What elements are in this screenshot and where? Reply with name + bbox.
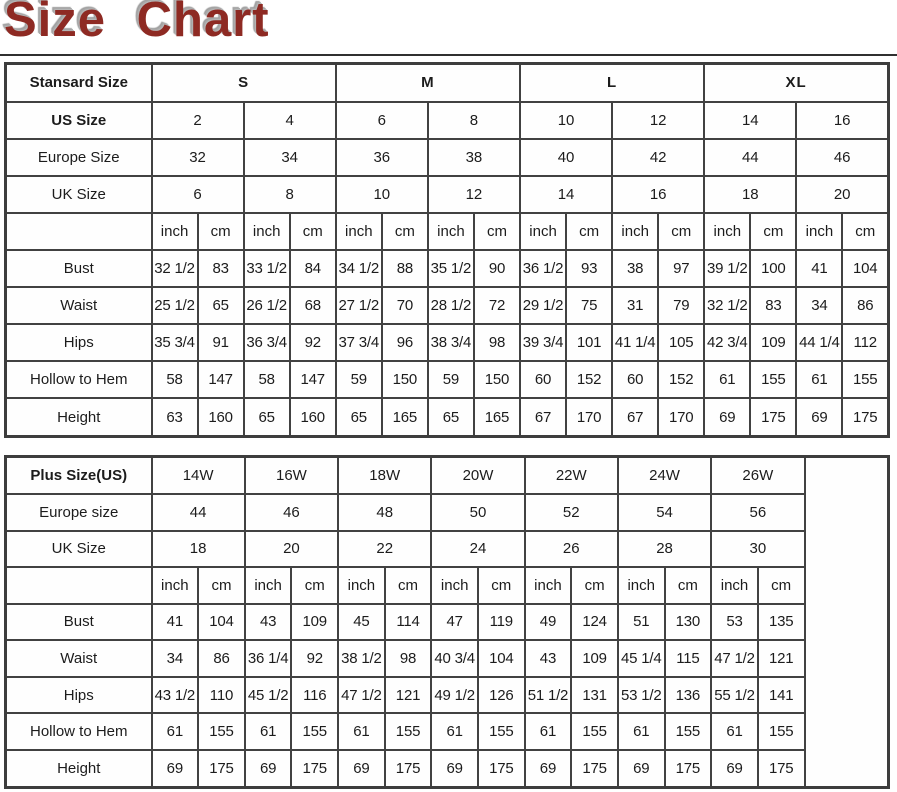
measure-cell: 44 1/4 bbox=[796, 324, 842, 361]
measure-cell: 121 bbox=[758, 640, 805, 677]
row-label: Waist bbox=[6, 640, 152, 677]
measure-cell: 65 bbox=[428, 398, 474, 436]
unit-cell: inch bbox=[152, 213, 198, 250]
row-label: Height bbox=[6, 750, 152, 788]
measure-cell: 38 3/4 bbox=[428, 324, 474, 361]
measure-cell: 114 bbox=[385, 604, 432, 641]
size-cell: 20 bbox=[796, 176, 888, 213]
measure-cell: 45 bbox=[338, 604, 385, 641]
measure-cell: 152 bbox=[658, 361, 704, 398]
unit-cell: cm bbox=[474, 213, 520, 250]
measure-cell: 152 bbox=[566, 361, 612, 398]
measure-cell: 155 bbox=[198, 713, 245, 750]
size-group-header: 16W bbox=[245, 457, 338, 495]
measure-cell: 49 1/2 bbox=[431, 677, 478, 714]
unit-cell: cm bbox=[665, 567, 712, 604]
measure-cell: 69 bbox=[711, 750, 758, 788]
measure-cell: 70 bbox=[382, 287, 428, 324]
size-cell: 38 bbox=[428, 139, 520, 176]
row-label: Hips bbox=[6, 324, 152, 361]
size-cell: 6 bbox=[152, 176, 244, 213]
measure-cell: 90 bbox=[474, 250, 520, 287]
measure-cell: 51 bbox=[618, 604, 665, 641]
size-group-header: S bbox=[152, 64, 336, 102]
measure-cell: 150 bbox=[474, 361, 520, 398]
row-label: Height bbox=[6, 398, 152, 436]
size-cell: 10 bbox=[336, 176, 428, 213]
measure-cell: 141 bbox=[758, 677, 805, 714]
size-cell: 24 bbox=[431, 531, 524, 568]
measure-cell: 34 1/2 bbox=[336, 250, 382, 287]
measure-cell: 79 bbox=[658, 287, 704, 324]
measure-cell: 126 bbox=[478, 677, 525, 714]
measure-cell: 109 bbox=[750, 324, 796, 361]
unit-cell: cm bbox=[382, 213, 428, 250]
measure-cell: 83 bbox=[750, 287, 796, 324]
size-cell: 46 bbox=[796, 139, 888, 176]
measure-cell: 69 bbox=[618, 750, 665, 788]
size-cell: 22 bbox=[338, 531, 431, 568]
size-group-header: 14W bbox=[152, 457, 245, 495]
size-cell: 48 bbox=[338, 494, 431, 531]
measure-cell: 98 bbox=[385, 640, 432, 677]
measure-cell: 65 bbox=[198, 287, 244, 324]
measure-cell: 61 bbox=[618, 713, 665, 750]
unit-cell: cm bbox=[842, 213, 888, 250]
unit-cell: inch bbox=[525, 567, 572, 604]
size-group-header: 20W bbox=[431, 457, 524, 495]
page-title: Size Chart bbox=[4, 0, 270, 47]
measure-cell: 165 bbox=[474, 398, 520, 436]
measure-cell: 58 bbox=[244, 361, 290, 398]
measure-cell: 68 bbox=[290, 287, 336, 324]
size-cell: 16 bbox=[796, 102, 888, 139]
row-label: Waist bbox=[6, 287, 152, 324]
row-label: US Size bbox=[6, 102, 152, 139]
plus-size-table bbox=[4, 455, 890, 789]
size-group-header: 22W bbox=[525, 457, 618, 495]
measure-cell: 91 bbox=[198, 324, 244, 361]
measure-cell: 101 bbox=[566, 324, 612, 361]
size-cell: 54 bbox=[618, 494, 711, 531]
measure-cell: 175 bbox=[385, 750, 432, 788]
measure-cell: 175 bbox=[478, 750, 525, 788]
measure-cell: 136 bbox=[665, 677, 712, 714]
measure-cell: 88 bbox=[382, 250, 428, 287]
measure-cell: 53 bbox=[711, 604, 758, 641]
measure-cell: 155 bbox=[758, 713, 805, 750]
unit-cell: inch bbox=[711, 567, 758, 604]
measure-cell: 65 bbox=[336, 398, 382, 436]
unit-cell: cm bbox=[290, 213, 336, 250]
size-cell: 8 bbox=[428, 102, 520, 139]
size-group-header: 24W bbox=[618, 457, 711, 495]
measure-cell: 39 3/4 bbox=[520, 324, 566, 361]
measure-cell: 42 3/4 bbox=[704, 324, 750, 361]
measure-cell: 155 bbox=[478, 713, 525, 750]
measure-cell: 112 bbox=[842, 324, 888, 361]
measure-cell: 92 bbox=[291, 640, 338, 677]
size-cell: 36 bbox=[336, 139, 428, 176]
measure-cell: 75 bbox=[566, 287, 612, 324]
measure-cell: 170 bbox=[658, 398, 704, 436]
unit-cell: cm bbox=[758, 567, 805, 604]
measure-cell: 175 bbox=[198, 750, 245, 788]
measure-cell: 69 bbox=[704, 398, 750, 436]
measure-cell: 155 bbox=[842, 361, 888, 398]
size-group-header: M bbox=[336, 64, 520, 102]
measure-cell: 29 1/2 bbox=[520, 287, 566, 324]
measure-cell: 175 bbox=[665, 750, 712, 788]
size-cell: 2 bbox=[152, 102, 244, 139]
measure-cell: 155 bbox=[291, 713, 338, 750]
measure-cell: 100 bbox=[750, 250, 796, 287]
measure-cell: 135 bbox=[758, 604, 805, 641]
size-cell: 4 bbox=[244, 102, 336, 139]
unit-cell: cm bbox=[658, 213, 704, 250]
row-label bbox=[6, 213, 152, 250]
measure-cell: 41 bbox=[796, 250, 842, 287]
size-cell: 46 bbox=[245, 494, 338, 531]
corner-label: Stansard Size bbox=[6, 64, 152, 102]
size-cell: 34 bbox=[244, 139, 336, 176]
unit-cell: inch bbox=[612, 213, 658, 250]
measure-cell: 175 bbox=[571, 750, 618, 788]
measure-cell: 43 bbox=[525, 640, 572, 677]
measure-cell: 37 3/4 bbox=[336, 324, 382, 361]
measure-cell: 32 1/2 bbox=[152, 250, 198, 287]
size-cell: 14 bbox=[520, 176, 612, 213]
measure-cell: 40 3/4 bbox=[431, 640, 478, 677]
measure-cell: 34 bbox=[152, 640, 199, 677]
size-group-header: 26W bbox=[711, 457, 804, 495]
measure-cell: 147 bbox=[198, 361, 244, 398]
measure-cell: 60 bbox=[612, 361, 658, 398]
measure-cell: 175 bbox=[758, 750, 805, 788]
measure-cell: 69 bbox=[796, 398, 842, 436]
measure-cell: 41 1/4 bbox=[612, 324, 658, 361]
measure-cell: 96 bbox=[382, 324, 428, 361]
measure-cell: 49 bbox=[525, 604, 572, 641]
measure-cell: 32 1/2 bbox=[704, 287, 750, 324]
measure-cell: 34 bbox=[796, 287, 842, 324]
empty-cell bbox=[805, 457, 889, 788]
measure-cell: 109 bbox=[291, 604, 338, 641]
unit-cell: inch bbox=[152, 567, 199, 604]
measure-cell: 35 3/4 bbox=[152, 324, 198, 361]
measure-cell: 51 1/2 bbox=[525, 677, 572, 714]
row-label: Bust bbox=[6, 250, 152, 287]
unit-cell: cm bbox=[478, 567, 525, 604]
unit-cell: cm bbox=[291, 567, 338, 604]
measure-cell: 43 bbox=[245, 604, 292, 641]
measure-cell: 61 bbox=[704, 361, 750, 398]
measure-cell: 69 bbox=[245, 750, 292, 788]
measure-cell: 61 bbox=[711, 713, 758, 750]
measure-cell: 61 bbox=[796, 361, 842, 398]
unit-cell: cm bbox=[198, 213, 244, 250]
row-label: Hollow to Hem bbox=[6, 713, 152, 750]
measure-cell: 155 bbox=[385, 713, 432, 750]
measure-cell: 41 bbox=[152, 604, 199, 641]
measure-cell: 69 bbox=[152, 750, 199, 788]
measure-cell: 175 bbox=[291, 750, 338, 788]
size-group-header: XL bbox=[704, 64, 888, 102]
measure-cell: 104 bbox=[478, 640, 525, 677]
measure-cell: 175 bbox=[842, 398, 888, 436]
unit-cell: cm bbox=[566, 213, 612, 250]
measure-cell: 38 1/2 bbox=[338, 640, 385, 677]
unit-cell: inch bbox=[704, 213, 750, 250]
measure-cell: 69 bbox=[431, 750, 478, 788]
size-cell: 56 bbox=[711, 494, 804, 531]
measure-cell: 61 bbox=[525, 713, 572, 750]
size-cell: 28 bbox=[618, 531, 711, 568]
measure-cell: 28 1/2 bbox=[428, 287, 474, 324]
unit-cell: inch bbox=[520, 213, 566, 250]
unit-cell: inch bbox=[618, 567, 665, 604]
measure-cell: 104 bbox=[842, 250, 888, 287]
measure-cell: 61 bbox=[431, 713, 478, 750]
standard-size-table bbox=[4, 62, 890, 438]
size-cell: 32 bbox=[152, 139, 244, 176]
measure-cell: 97 bbox=[658, 250, 704, 287]
measure-cell: 160 bbox=[290, 398, 336, 436]
measure-cell: 105 bbox=[658, 324, 704, 361]
measure-cell: 175 bbox=[750, 398, 796, 436]
size-group-header: L bbox=[520, 64, 704, 102]
size-group-header: 18W bbox=[338, 457, 431, 495]
measure-cell: 38 bbox=[612, 250, 658, 287]
measure-cell: 84 bbox=[290, 250, 336, 287]
row-label: UK Size bbox=[6, 176, 152, 213]
measure-cell: 55 1/2 bbox=[711, 677, 758, 714]
size-cell: 44 bbox=[704, 139, 796, 176]
measure-cell: 119 bbox=[478, 604, 525, 641]
measure-cell: 60 bbox=[520, 361, 566, 398]
measure-cell: 31 bbox=[612, 287, 658, 324]
size-cell: 30 bbox=[711, 531, 804, 568]
size-cell: 26 bbox=[525, 531, 618, 568]
measure-cell: 45 1/4 bbox=[618, 640, 665, 677]
measure-cell: 150 bbox=[382, 361, 428, 398]
size-cell: 44 bbox=[152, 494, 245, 531]
measure-cell: 130 bbox=[665, 604, 712, 641]
measure-cell: 47 1/2 bbox=[338, 677, 385, 714]
measure-cell: 26 1/2 bbox=[244, 287, 290, 324]
measure-cell: 63 bbox=[152, 398, 198, 436]
measure-cell: 59 bbox=[428, 361, 474, 398]
measure-cell: 72 bbox=[474, 287, 520, 324]
row-label: Europe size bbox=[6, 494, 152, 531]
measure-cell: 59 bbox=[336, 361, 382, 398]
size-cell: 6 bbox=[336, 102, 428, 139]
size-cell: 18 bbox=[704, 176, 796, 213]
measure-cell: 45 1/2 bbox=[245, 677, 292, 714]
measure-cell: 109 bbox=[571, 640, 618, 677]
size-cell: 18 bbox=[152, 531, 245, 568]
unit-cell: inch bbox=[244, 213, 290, 250]
measure-cell: 116 bbox=[291, 677, 338, 714]
measure-cell: 35 1/2 bbox=[428, 250, 474, 287]
measure-cell: 67 bbox=[520, 398, 566, 436]
unit-cell: inch bbox=[245, 567, 292, 604]
unit-cell: cm bbox=[750, 213, 796, 250]
measure-cell: 83 bbox=[198, 250, 244, 287]
measure-cell: 47 bbox=[431, 604, 478, 641]
measure-cell: 65 bbox=[244, 398, 290, 436]
size-cell: 12 bbox=[428, 176, 520, 213]
measure-cell: 98 bbox=[474, 324, 520, 361]
measure-cell: 170 bbox=[566, 398, 612, 436]
size-cell: 20 bbox=[245, 531, 338, 568]
measure-cell: 131 bbox=[571, 677, 618, 714]
measure-cell: 53 1/2 bbox=[618, 677, 665, 714]
measure-cell: 69 bbox=[525, 750, 572, 788]
row-label: Hollow to Hem bbox=[6, 361, 152, 398]
title-underline bbox=[0, 54, 897, 56]
measure-cell: 43 1/2 bbox=[152, 677, 199, 714]
unit-cell: inch bbox=[431, 567, 478, 604]
measure-cell: 67 bbox=[612, 398, 658, 436]
measure-cell: 110 bbox=[198, 677, 245, 714]
size-cell: 16 bbox=[612, 176, 704, 213]
unit-cell: cm bbox=[198, 567, 245, 604]
size-cell: 14 bbox=[704, 102, 796, 139]
size-cell: 8 bbox=[244, 176, 336, 213]
unit-cell: cm bbox=[385, 567, 432, 604]
size-cell: 50 bbox=[431, 494, 524, 531]
measure-cell: 36 1/2 bbox=[520, 250, 566, 287]
measure-cell: 155 bbox=[665, 713, 712, 750]
measure-cell: 36 3/4 bbox=[244, 324, 290, 361]
measure-cell: 47 1/2 bbox=[711, 640, 758, 677]
unit-cell: inch bbox=[796, 213, 842, 250]
measure-cell: 93 bbox=[566, 250, 612, 287]
corner-label: Plus Size(US) bbox=[6, 457, 152, 495]
unit-cell: inch bbox=[428, 213, 474, 250]
row-label: Hips bbox=[6, 677, 152, 714]
size-cell: 12 bbox=[612, 102, 704, 139]
measure-cell: 115 bbox=[665, 640, 712, 677]
unit-cell: inch bbox=[338, 567, 385, 604]
row-label bbox=[6, 567, 152, 604]
measure-cell: 61 bbox=[245, 713, 292, 750]
measure-cell: 121 bbox=[385, 677, 432, 714]
unit-cell: inch bbox=[336, 213, 382, 250]
measure-cell: 33 1/2 bbox=[244, 250, 290, 287]
measure-cell: 155 bbox=[750, 361, 796, 398]
measure-cell: 36 1/4 bbox=[245, 640, 292, 677]
measure-cell: 25 1/2 bbox=[152, 287, 198, 324]
size-cell: 52 bbox=[525, 494, 618, 531]
measure-cell: 124 bbox=[571, 604, 618, 641]
size-cell: 40 bbox=[520, 139, 612, 176]
measure-cell: 147 bbox=[290, 361, 336, 398]
measure-cell: 58 bbox=[152, 361, 198, 398]
row-label: Bust bbox=[6, 604, 152, 641]
measure-cell: 92 bbox=[290, 324, 336, 361]
measure-cell: 86 bbox=[842, 287, 888, 324]
row-label: Europe Size bbox=[6, 139, 152, 176]
measure-cell: 61 bbox=[338, 713, 385, 750]
size-cell: 10 bbox=[520, 102, 612, 139]
measure-cell: 160 bbox=[198, 398, 244, 436]
measure-cell: 165 bbox=[382, 398, 428, 436]
size-cell: 42 bbox=[612, 139, 704, 176]
measure-cell: 104 bbox=[198, 604, 245, 641]
measure-cell: 27 1/2 bbox=[336, 287, 382, 324]
measure-cell: 86 bbox=[198, 640, 245, 677]
measure-cell: 39 1/2 bbox=[704, 250, 750, 287]
row-label: UK Size bbox=[6, 531, 152, 568]
unit-cell: cm bbox=[571, 567, 618, 604]
measure-cell: 61 bbox=[152, 713, 199, 750]
measure-cell: 69 bbox=[338, 750, 385, 788]
measure-cell: 155 bbox=[571, 713, 618, 750]
